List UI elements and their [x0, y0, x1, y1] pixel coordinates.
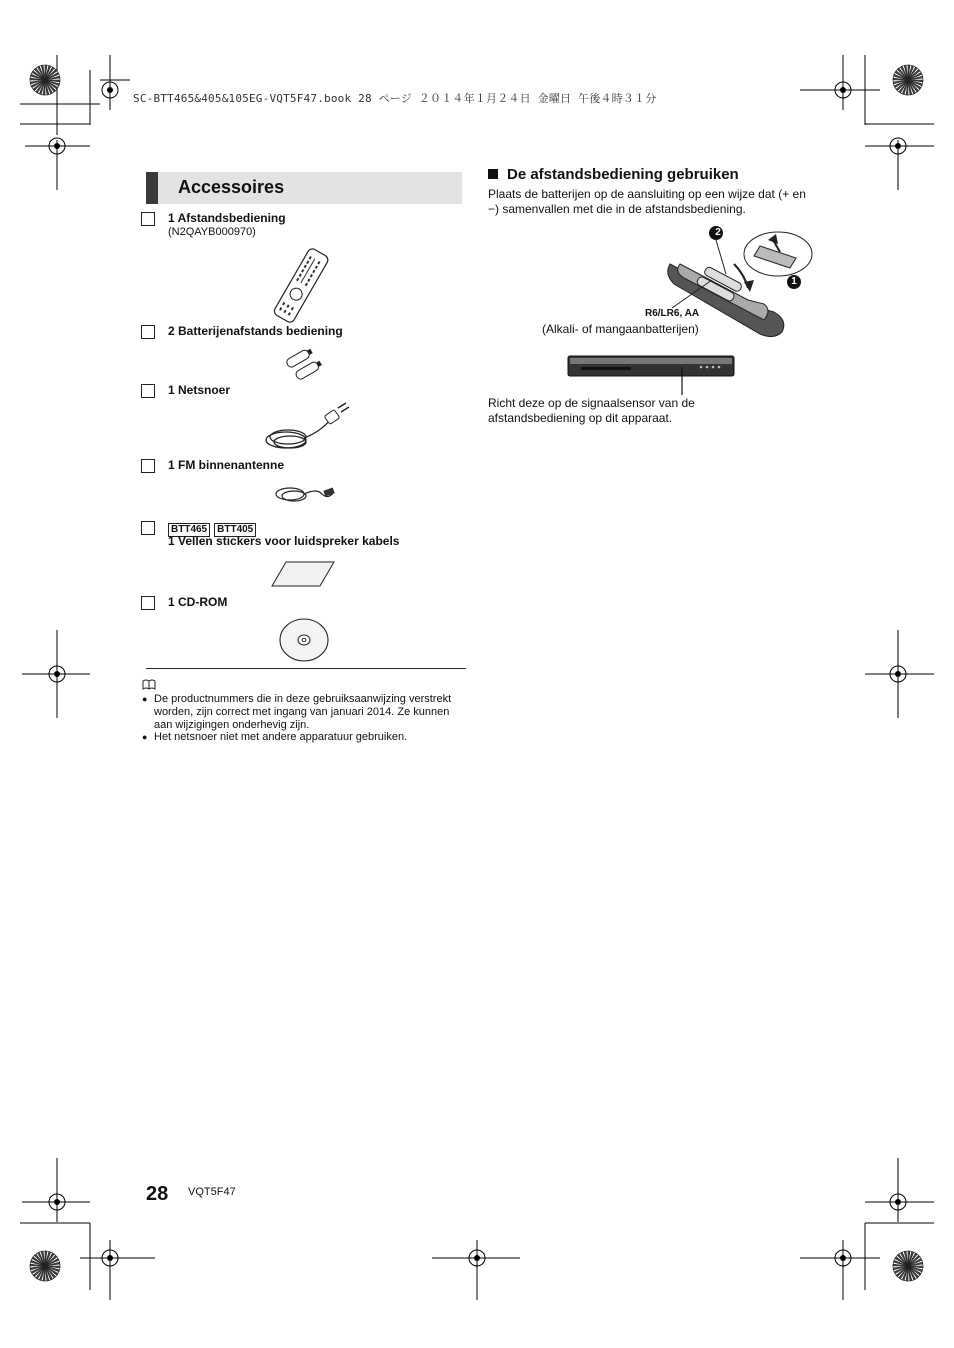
battery-note: (Alkali- of mangaanbatterijen): [542, 322, 699, 336]
square-bullet-icon: [488, 169, 498, 179]
note-text: De productnummers die in deze gebruiksaanwijzing verstrekt worden, zijn correct met ingang van januari 2014. Ze kunnen aan wijzigingen onderhevig zijn.: [154, 693, 452, 731]
remote-control-icon: [262, 246, 342, 326]
note-text: Het netsnoer niet met andere apparatuur gebruiken.: [154, 731, 408, 743]
item-sub-remote: (N2QAYB000970): [168, 226, 256, 238]
checkbox-fm-antenna[interactable]: [141, 459, 155, 473]
print-header-line: SC-BTT465&405&105EG-VQT5F47.book 28 ページ ２０１４年１月２４日 金曜日 午後４時３１分: [133, 92, 657, 105]
page-number: 28: [146, 1183, 169, 1205]
checkbox-power-cord[interactable]: [141, 384, 155, 398]
aim-instruction: Richt deze op de signaalsensor van de afstandsbediening op dit apparaat.: [488, 396, 695, 425]
item-label-stickers: 1 Vellen stickers voor luidspreker kabels: [168, 534, 400, 548]
power-cord-icon: [260, 402, 352, 454]
remote-section-intro: Plaats de batterijen op de aansluiting op een wijze dat (+ en −) samenvallen met die in de afstandsbediening.: [488, 187, 806, 216]
model-code: VQT5F47: [188, 1186, 236, 1198]
sticker-sheet-icon: [270, 560, 336, 588]
bullet: ●: [142, 694, 148, 704]
item-label-batteries: 2 Batterijenafstands bediening: [168, 324, 343, 338]
bullet: ●: [142, 732, 148, 742]
remote-section-heading: [488, 166, 739, 183]
checkbox-remote[interactable]: [141, 212, 155, 226]
section-accent: [146, 172, 158, 204]
checkbox-batteries[interactable]: [141, 325, 155, 339]
note-item: [142, 693, 466, 732]
note-item: [142, 731, 466, 744]
checkbox-stickers[interactable]: [141, 521, 155, 535]
batteries-icon: [284, 348, 324, 382]
section-header: [146, 172, 462, 204]
item-label-fm-antenna: 1 FM binnenantenne: [168, 458, 285, 472]
item-label-cd-rom: 1 CD-ROM: [168, 595, 228, 609]
book-note-icon: [142, 679, 156, 690]
checkbox-cd-rom[interactable]: [141, 596, 155, 610]
item-label-power-cord: 1 Netsnoer: [168, 383, 231, 397]
cd-rom-icon: [279, 617, 329, 663]
remote-section-title: De afstandsbediening gebruiken: [507, 166, 739, 183]
model-tag-btt405: BTT405: [214, 523, 256, 537]
notes-divider: [146, 668, 466, 669]
step-2-number: 2: [715, 227, 721, 238]
fm-antenna-icon: [272, 480, 338, 510]
section-title: Accessoires: [178, 177, 285, 197]
step-1-number: 1: [791, 276, 797, 287]
battery-type-label: R6/LR6, AA: [645, 308, 700, 319]
model-tag-btt465: BTT465: [168, 523, 210, 537]
item-label-remote: 1 Afstandsbediening: [168, 211, 286, 225]
